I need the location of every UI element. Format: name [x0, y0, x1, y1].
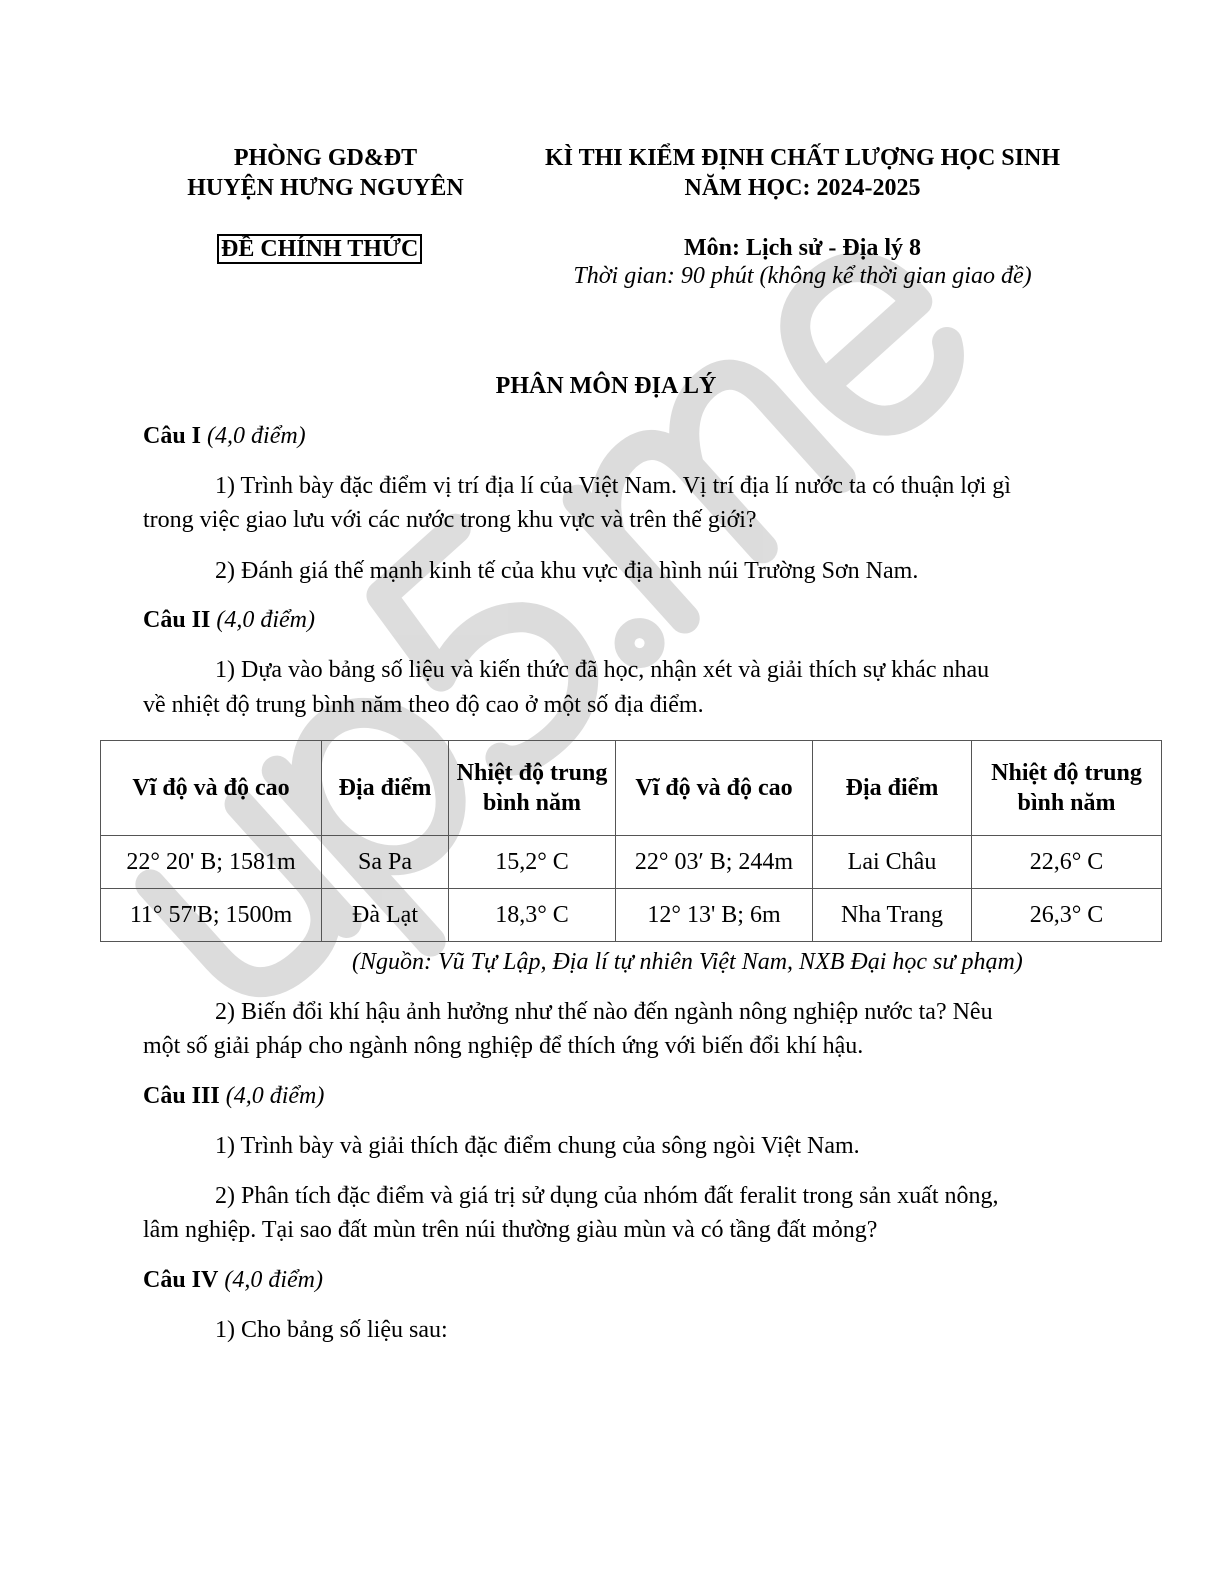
table-cell: 22° 03′ B; 244m — [616, 836, 813, 889]
table-cell: 11° 57'B; 1500m — [101, 889, 322, 942]
paragraph: trong việc giao lưu với các nước trong khu vực và trên thế giới? — [143, 507, 757, 533]
table-row — [101, 889, 1162, 942]
department-name — [143, 143, 508, 203]
table-cell: Lai Châu — [813, 836, 972, 889]
table-header: Địa điểm — [322, 741, 449, 836]
paragraph: lâm nghiệp. Tại sao đất mùn trên núi thường giàu mùn và có tầng đất mỏng? — [143, 1217, 878, 1243]
school-year-line: NĂM HỌC: 2024-2025 — [684, 175, 921, 201]
table-cell: 12° 13' B; 6m — [616, 889, 813, 942]
question-heading — [143, 605, 315, 635]
paragraph: 1) Dựa vào bảng số liệu và kiến thức đã học, nhận xét và giải thích sự khác nhau — [215, 657, 990, 683]
table-row — [101, 836, 1162, 889]
paragraph: về nhiệt độ trung bình năm theo độ cao ở một số địa điểm. — [143, 692, 704, 718]
table-cell: Sa Pa — [322, 836, 449, 889]
table-header: Vĩ độ và độ cao — [616, 741, 813, 836]
question-label: Câu II — [143, 607, 211, 633]
table-cell: Nha Trang — [813, 889, 972, 942]
table-header: Nhiệt độ trung bình năm — [972, 741, 1162, 836]
question-heading — [143, 1265, 323, 1295]
question-label: Câu IV — [143, 1267, 219, 1293]
exam-time: Thời gian: 90 phút (không kể thời gian giao đề) — [573, 263, 1032, 289]
exam-title — [515, 143, 1090, 203]
paragraph: 2) Biến đổi khí hậu ảnh hưởng như thế nào đến ngành nông nghiệp nước ta? Nêu — [215, 999, 993, 1025]
question-points: (4,0 điểm) — [224, 1267, 323, 1293]
department-line: PHÒNG GD&ĐT — [233, 145, 418, 171]
table-cell: Đà Lạt — [322, 889, 449, 942]
question-label: Câu III — [143, 1083, 220, 1109]
paragraph: một số giải pháp cho ngành nông nghiệp để thích ứng với biến đổi khí hậu. — [143, 1033, 864, 1059]
temperature-table — [100, 740, 1162, 942]
table-header: Nhiệt độ trung bình năm — [449, 741, 616, 836]
question-heading — [143, 421, 306, 451]
table-cell: 15,2° C — [449, 836, 616, 889]
watermark-glyph — [625, 629, 653, 657]
question-heading — [143, 1081, 324, 1111]
table-cell: 18,3° C — [449, 889, 616, 942]
official-badge — [217, 234, 422, 264]
section-title: PHÂN MÔN ĐỊA LÝ — [495, 373, 717, 399]
paragraph: 1) Cho bảng số liệu sau: — [215, 1317, 448, 1343]
table-cell: 22° 20' B; 1581m — [101, 836, 322, 889]
district-line: HUYỆN HƯNG NGUYÊN — [187, 175, 464, 201]
exam-title-line: KÌ THI KIỂM ĐỊNH CHẤT LƯỢNG HỌC SINH — [545, 145, 1060, 171]
table-header: Địa điểm — [813, 741, 972, 836]
table-header: Vĩ độ và độ cao — [101, 741, 322, 836]
question-points: (4,0 điểm) — [216, 607, 315, 633]
question-points: (4,0 điểm) — [225, 1083, 325, 1109]
question-label: Câu I — [143, 423, 202, 449]
paragraph: 1) Trình bày đặc điểm vị trí địa lí của Việt Nam. Vị trí địa lí nước ta có thuận lợi gì — [215, 473, 1011, 499]
paragraph: 1) Trình bày và giải thích đặc điểm chung của sông ngòi Việt Nam. — [215, 1133, 860, 1159]
subject: Môn: Lịch sử - Địa lý 8 — [683, 235, 922, 261]
paragraph: 2) Phân tích đặc điểm và giá trị sử dụng của nhóm đất feralit trong sản xuất nông, — [215, 1183, 999, 1209]
table-cell: 26,3° C — [972, 889, 1162, 942]
paragraph: 2) Đánh giá thế mạnh kinh tế của khu vực địa hình núi Trường Sơn Nam. — [215, 558, 919, 584]
table-header-row — [101, 741, 1162, 836]
official-label: ĐỀ CHÍNH THỨC — [217, 234, 422, 264]
table-cell: 22,6° C — [972, 836, 1162, 889]
table-source: (Nguồn: Vũ Tự Lập, Địa lí tự nhiên Việt Nam, NXB Đại học sư phạm) — [352, 949, 1023, 975]
question-points: (4,0 điểm) — [207, 423, 306, 449]
